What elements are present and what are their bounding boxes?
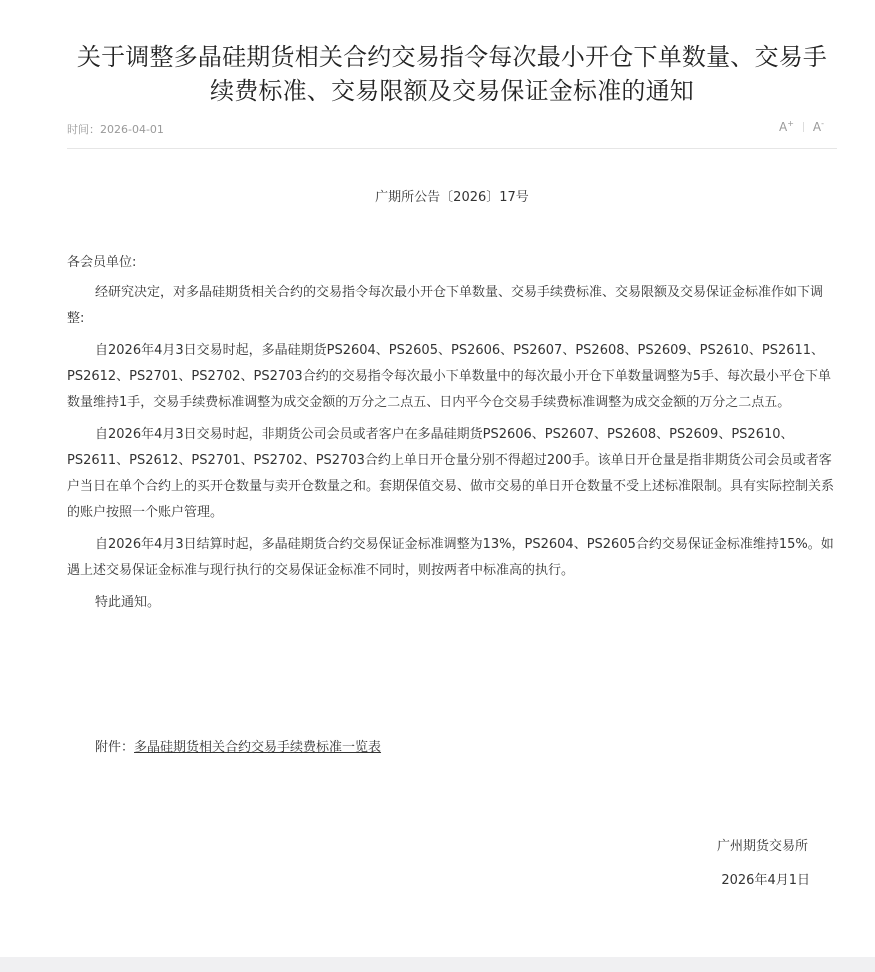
font-increase-letter: A xyxy=(778,120,788,134)
paragraph: 自2026年4月3日交易时起，多晶硅期货PS2604、PS2605、PS2606、PS2607、PS2608、PS2609、PS2610、PS2611、PS2612、PS2701、PS2702、PS2703合约的交易指令每次最小下单数量中的每次最小开仓下单数量调整为5手、每次最小平仓下单数量维持1手，交易手续费标准调整为成交金额的万分之二点五、日内平今仓交易手续费标准调整为成交金额的万分之二点五。 xyxy=(67,343,831,410)
plus-icon: + xyxy=(787,119,794,128)
article-body xyxy=(67,250,837,622)
publish-time-value: 2026-04-01 xyxy=(100,123,164,136)
article xyxy=(67,0,837,888)
paragraph: 自2026年4月3日交易时起，非期货公司会员或者客户在多晶硅期货PS2606、PS2607、PS2608、PS2609、PS2610、PS2611、PS2612、PS2701、PS2702、PS2703合约上单日开仓量分别不得超过200手。该单日开仓量是指非期货公司会员或者客户当日在单个合约上的买开仓数量与卖开仓数量之和。套期保值交易、做市交易的单日开仓数量不受上述标准限制。具有实际控制关系的账户按照一个账户管理。 xyxy=(67,427,835,520)
meta-bar xyxy=(67,118,837,149)
signature-date: 2026年4月1日 xyxy=(721,873,810,888)
paragraph: 自2026年4月3日结算时起，多晶硅期货合约交易保证金标准调整为13%，PS2604、PS2605合约交易保证金标准维持15%。如遇上述交易保证金标准与现行执行的交易保证金标准不同时，则按两者中标准高的执行。 xyxy=(67,537,834,578)
publish-time-label: 时间： xyxy=(67,123,100,136)
page-title: 关于调整多晶硅期货相关合约交易指令每次最小开仓下单数量、交易手续费标准、交易限额及交易保证金标准的通知 xyxy=(76,43,828,105)
attachment xyxy=(95,735,381,761)
footer-bar xyxy=(0,957,875,972)
attachment-label: 附件： xyxy=(95,740,135,755)
document-number: 广期所公告〔2026〕17号 xyxy=(375,190,529,205)
font-decrease-letter: A xyxy=(812,120,822,134)
font-decrease-button[interactable] xyxy=(810,119,827,134)
paragraph: 经研究决定，对多晶硅期货相关合约的交易指令每次最小开仓下单数量、交易手续费标准、交易限额及交易保证金标准作如下调整: xyxy=(67,285,824,326)
font-separator xyxy=(803,122,804,132)
font-increase-button[interactable] xyxy=(776,119,797,134)
publish-time xyxy=(67,121,164,137)
signature-organization: 广州期货交易所 xyxy=(716,839,808,854)
paragraph: 特此通知。 xyxy=(95,595,161,610)
minus-icon: - xyxy=(821,119,824,128)
attachment-link[interactable]: 多晶硅期货相关合约交易手续费标准一览表 xyxy=(134,740,382,755)
font-size-controls xyxy=(776,119,827,134)
salutation: 各会员单位: xyxy=(67,255,137,270)
